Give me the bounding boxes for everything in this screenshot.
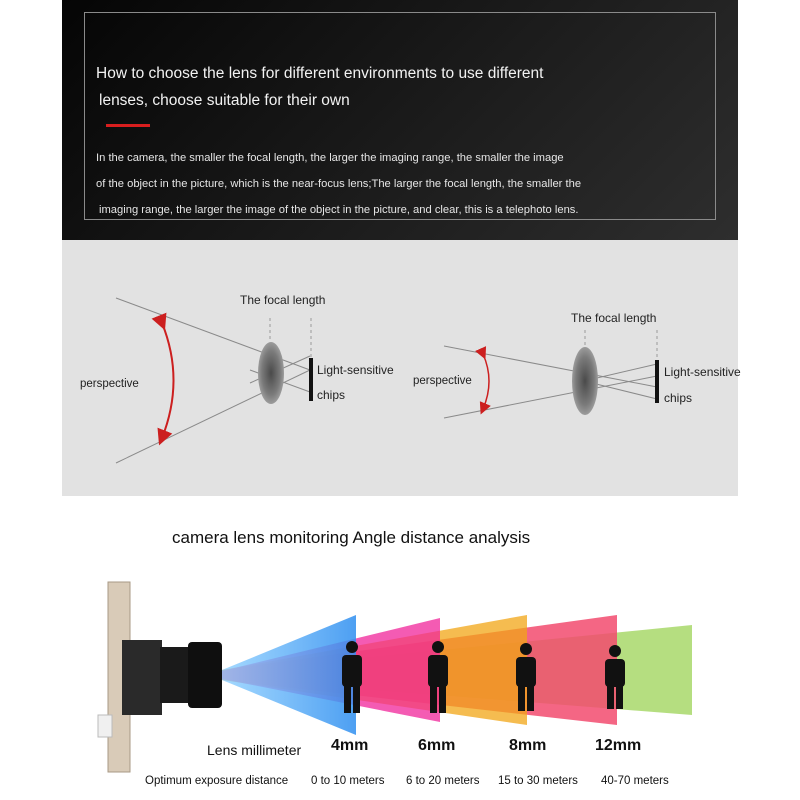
lens-cap xyxy=(188,642,222,708)
sensor-chip xyxy=(655,360,659,403)
body-line-1: In the camera, the smaller the focal length, the larger the imaging range, the smaller the image xyxy=(96,152,564,164)
camera-module xyxy=(98,582,222,772)
perspective-arrow xyxy=(162,323,174,438)
ray-bottom-outer xyxy=(444,376,657,418)
lens-mount xyxy=(122,640,162,715)
focal-length-label: The focal length xyxy=(240,293,326,307)
lens-millimeter-label: Lens millimeter xyxy=(207,742,302,758)
distance-4mm: 0 to 10 meters xyxy=(311,775,385,787)
body-line-3: imaging range, the larger the image of the object in the picture, and clear, this is a telephoto lens. xyxy=(99,204,579,216)
telephoto-diagram xyxy=(413,311,741,418)
perspective-arrow xyxy=(483,354,489,409)
lens-mm-12: 12mm xyxy=(595,737,642,754)
exposure-distance-label: Optimum exposure distance xyxy=(145,775,289,787)
heading-line-1: How to choose the lens for different environments to use different xyxy=(96,65,544,82)
perspective-label: perspective xyxy=(80,378,139,390)
perspective-label: perspective xyxy=(413,375,472,387)
lens-mm-6: 6mm xyxy=(418,737,456,754)
lens-shape xyxy=(572,347,598,415)
focal-length-label: The focal length xyxy=(571,311,657,325)
chip-label-1: Light-sensitive xyxy=(664,365,741,379)
lens-barrel xyxy=(160,647,190,703)
sensor-chip xyxy=(309,358,313,401)
lens-shape xyxy=(258,342,284,404)
chip-label-2: chips xyxy=(664,391,693,405)
coverage-illustration xyxy=(0,560,800,800)
cone-wide xyxy=(222,615,356,735)
analysis-title: camera lens monitoring Angle distance analysis xyxy=(172,528,531,547)
distance-8mm: 15 to 30 meters xyxy=(498,775,578,787)
wide-angle-diagram xyxy=(80,293,394,463)
body-line-2: of the object in the picture, which is the near-focus lens;The larger the focal length, the smaller the xyxy=(96,178,582,190)
lens-mm-8: 8mm xyxy=(509,737,547,754)
chip-label-2: chips xyxy=(317,388,346,402)
distance-6mm: 6 to 20 meters xyxy=(406,775,480,787)
ray-top-outer xyxy=(444,346,657,387)
connector xyxy=(98,715,112,737)
heading-line-2: lenses, choose suitable for their own xyxy=(99,92,350,109)
chip-label-1: Light-sensitive xyxy=(317,363,394,377)
lens-mm-4: 4mm xyxy=(331,737,369,754)
distance-12mm: 40-70 meters xyxy=(601,775,669,787)
